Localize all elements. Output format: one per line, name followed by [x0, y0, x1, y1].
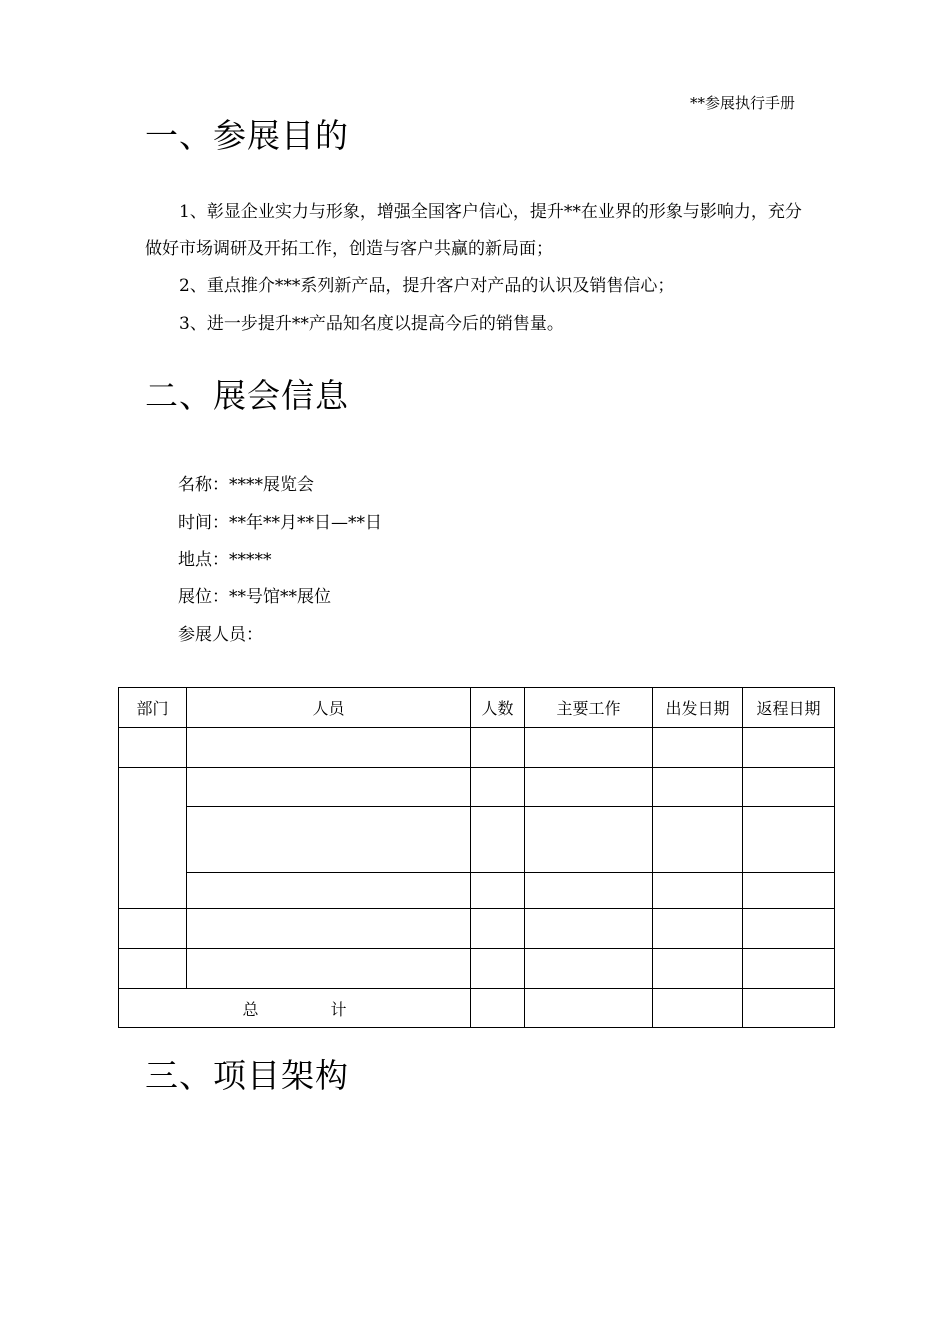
table-total-row: [119, 989, 835, 1028]
exhibition-staff-label: 参展人员：: [178, 625, 263, 645]
table-row: [119, 873, 835, 909]
purpose-item-3: [145, 306, 810, 343]
section-title-project-structure: 三、项目架构: [145, 1056, 349, 1095]
table-cell[interactable]: [471, 909, 525, 949]
table-cell[interactable]: [525, 949, 653, 989]
table-cell[interactable]: [653, 909, 743, 949]
purpose-item-1-text: 1、彰显企业实力与形象，增强全国客户信心，提升**在业界的形象与影响力，充分做好市场调研及开拓工作，创造与客户共赢的新局面；: [145, 202, 802, 259]
table-header-cell: 人数: [471, 688, 525, 728]
exhibition-location: 地点：*****: [178, 550, 272, 570]
purpose-item-1: [145, 194, 810, 268]
table-cell[interactable]: [743, 949, 835, 989]
table-cell[interactable]: [525, 807, 653, 873]
table-cell[interactable]: [653, 873, 743, 909]
table-row: [119, 768, 835, 807]
table-cell[interactable]: [525, 768, 653, 807]
table-cell[interactable]: [187, 873, 471, 909]
table-cell[interactable]: [119, 728, 187, 768]
table-cell[interactable]: [653, 768, 743, 807]
table-cell[interactable]: [743, 873, 835, 909]
table-cell[interactable]: [525, 989, 653, 1028]
table-cell[interactable]: [119, 949, 187, 989]
table-cell[interactable]: [653, 989, 743, 1028]
exhibition-booth: 展位：**号馆**展位: [178, 587, 331, 607]
exhibition-time: 时间：**年**月**日—**日: [178, 513, 382, 533]
table-cell[interactable]: [471, 807, 525, 873]
table-header-cell: 返程日期: [743, 688, 835, 728]
table-cell[interactable]: [471, 989, 525, 1028]
total-label-left: 总: [242, 999, 259, 1019]
table-row: [119, 807, 835, 873]
table-cell[interactable]: [471, 873, 525, 909]
section-title-exhibition-info: 二、展会信息: [145, 376, 349, 415]
table-header-cell: 部门: [119, 688, 187, 728]
section-title-purpose: 一、参展目的: [145, 116, 349, 155]
table-cell[interactable]: [743, 909, 835, 949]
table-cell[interactable]: [119, 909, 187, 949]
table-cell[interactable]: [187, 768, 471, 807]
header-note: **参展执行手册: [690, 94, 796, 112]
table-cell[interactable]: [653, 728, 743, 768]
table-cell[interactable]: [653, 949, 743, 989]
table-header-cell: 主要工作: [525, 688, 653, 728]
exhibition-name: 名称：****展览会: [178, 475, 314, 495]
table-header-row: [119, 688, 835, 728]
table-cell[interactable]: [187, 949, 471, 989]
table-row: [119, 949, 835, 989]
table-cell[interactable]: [119, 768, 187, 909]
table-total-label: [119, 989, 471, 1028]
purpose-item-3-text: 3、进一步提升**产品知名度以提高今后的销售量。: [179, 314, 564, 334]
table-header-cell: 人员: [187, 688, 471, 728]
table-cell[interactable]: [187, 807, 471, 873]
staff-table: [118, 687, 835, 1028]
table-cell[interactable]: [525, 909, 653, 949]
table-cell[interactable]: [743, 807, 835, 873]
table-cell[interactable]: [187, 728, 471, 768]
table-row: [119, 728, 835, 768]
table-row: [119, 909, 835, 949]
table-cell[interactable]: [471, 768, 525, 807]
table-cell[interactable]: [471, 949, 525, 989]
total-label-right: 计: [330, 999, 347, 1019]
purpose-item-2: [145, 268, 810, 305]
table-cell[interactable]: [471, 728, 525, 768]
table-header-cell: 出发日期: [653, 688, 743, 728]
table-cell[interactable]: [187, 909, 471, 949]
table-cell[interactable]: [743, 768, 835, 807]
table-cell[interactable]: [743, 728, 835, 768]
table-cell[interactable]: [743, 989, 835, 1028]
table-cell[interactable]: [525, 728, 653, 768]
table-cell[interactable]: [653, 807, 743, 873]
table-cell[interactable]: [525, 873, 653, 909]
purpose-item-2-text: 2、重点推介***系列新产品，提升客户对产品的认识及销售信心；: [179, 276, 675, 296]
